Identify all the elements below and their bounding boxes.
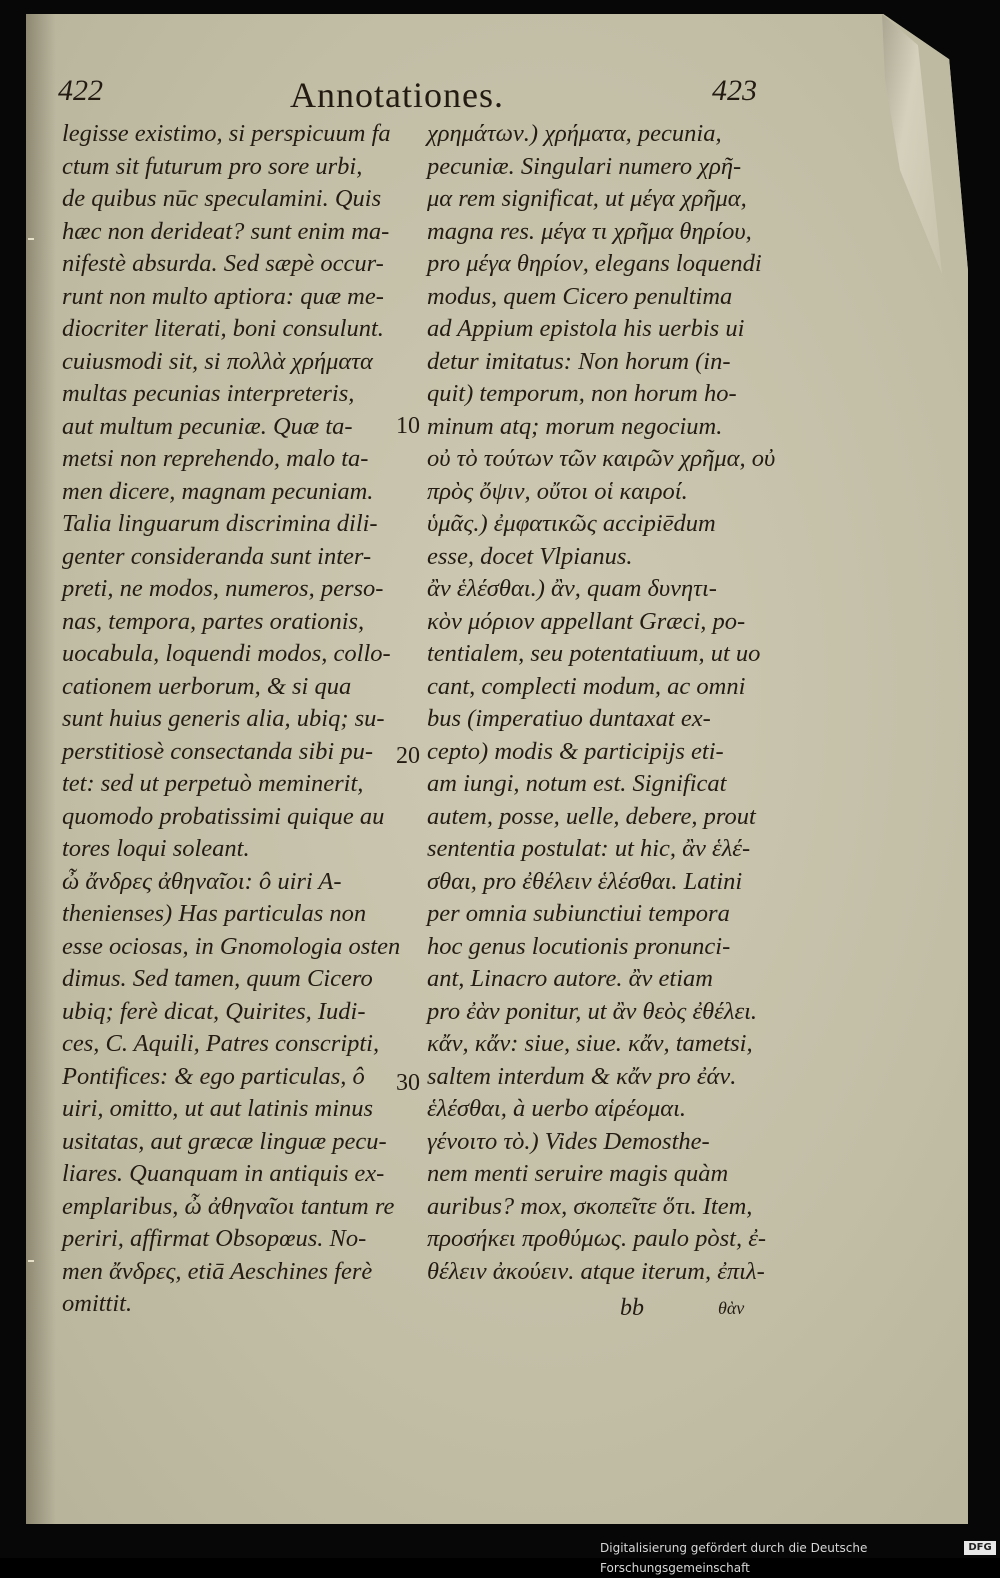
scan-marker xyxy=(28,238,34,240)
dfg-logo: DFG xyxy=(964,1541,996,1555)
text-line: am iungi, notum est. Significat xyxy=(427,770,727,797)
page-number-left: 422 xyxy=(58,74,103,107)
text-line: ὦ ἄνδρες ἀθηναῖοι: ô uiri A- xyxy=(62,867,342,895)
text-line: ubiq; ferè dicat, Quirites, Iudi- xyxy=(62,997,366,1025)
text-line: οὐ τὸ τούτων τῶν καιρῶν χρῆμα, οὐ xyxy=(427,445,776,472)
text-line: προσήκει προθύμως. paulo pòst, ἐ- xyxy=(427,1225,767,1252)
text-line: uiri, omitto, ut aut latinis minus xyxy=(62,1095,374,1122)
text-line: bus (imperatiuo duntaxat ex- xyxy=(427,705,711,732)
text-line: κὸν μόριον appellant Græci, po- xyxy=(427,607,746,635)
left-text-column xyxy=(62,118,407,1321)
text-line: quit) temporum, non horum ho- xyxy=(427,380,737,407)
text-line: dimus. Sed tamen, quum Cicero xyxy=(62,965,373,992)
text-line: ces, C. Aquili, Patres conscripti, xyxy=(62,1030,380,1057)
text-line: aut multum pecuniæ. Quæ ta- xyxy=(62,412,353,440)
text-line: ἑλέσθαι, à uerbo αἱρέομαι. xyxy=(427,1095,687,1122)
text-line: runt non multo aptiora: quæ me- xyxy=(62,282,384,310)
line-number-20: 20 xyxy=(396,743,420,769)
text-line: cepto) modis & participijs eti- xyxy=(427,737,724,765)
text-line: nas, tempora, partes orationis, xyxy=(62,607,365,635)
text-line: hoc genus locutionis pronunci- xyxy=(427,932,731,960)
text-line: perstitiosè consectanda sibi pu- xyxy=(62,737,373,765)
text-line: magna res. μέγα τι χρῆμα θηρίου, xyxy=(427,217,752,245)
text-line: autem, posse, uelle, debere, prout xyxy=(427,802,756,830)
text-line: κἄν, κἄν: siue, siue. κἄν, tametsi, xyxy=(427,1030,753,1057)
text-line: quomodo probatissimi quique au xyxy=(62,802,385,830)
page-gutter-shadow xyxy=(26,14,56,1524)
text-line: emplaribus, ὦ ἀθηναῖοι tantum re xyxy=(62,1192,395,1220)
text-line: esse ociosas, in Gnomologia osten xyxy=(62,932,401,960)
text-line: cant, complecti modum, ac omni xyxy=(427,672,746,700)
text-line: Talia linguarum discrimina dili- xyxy=(62,510,378,537)
text-line: pro μέγα θηρίον, elegans loquendi xyxy=(427,250,762,277)
text-line: cationem uerborum, & si qua xyxy=(62,672,352,700)
text-line: periri, affirmat Obsopœus. No- xyxy=(62,1225,367,1252)
text-line: liares. Quanquam in antiquis ex- xyxy=(62,1160,385,1187)
text-line: men dicere, magnam pecuniam. xyxy=(62,477,374,505)
text-line: thenienses) Has particulas non xyxy=(62,900,367,927)
text-line: preti, ne modos, numeros, perso- xyxy=(62,575,384,602)
text-line: pro ἐὰν ponitur, ut ἂν θεὸς ἐθέλει. xyxy=(427,997,758,1025)
line-number-10: 10 xyxy=(396,413,420,439)
digitization-banner xyxy=(600,1538,1000,1575)
text-line: σθαι, pro ἐθέλειν ἑλέσθαι. Latini xyxy=(427,867,743,895)
text-line: θέλειν ἀκούειν. atque iterum, ἐπιλ- xyxy=(427,1257,765,1285)
scan-marker xyxy=(28,1260,34,1262)
text-line: per omnia subiunctiui tempora xyxy=(427,900,730,927)
text-line: χρημάτων.) χρήματα, pecunia, xyxy=(427,120,722,147)
text-line: nem menti seruire magis quàm xyxy=(427,1160,729,1187)
text-line: hæc non derideat? sunt enim ma- xyxy=(62,217,390,245)
text-line: detur imitatus: Non horum (in- xyxy=(427,347,731,375)
text-line: men ἄνδρες, etiā Aeschines ferè xyxy=(62,1257,373,1285)
text-line: ant, Linacro autore. ἂν etiam xyxy=(427,965,713,992)
banner-text: Digitalisierung gefördert durch die Deutsche Forschungsgemeinschaft xyxy=(600,1541,868,1575)
text-line: metsi non reprehendo, malo ta- xyxy=(62,445,369,472)
text-line: esse, docet Vlpianus. xyxy=(427,542,633,570)
text-line: legisse existimo, si perspicuum fa xyxy=(62,120,391,147)
text-line: ὑμᾶς.) ἐμφατικῶς accipiēdum xyxy=(427,510,716,537)
text-line: ἂν ἑλέσθαι.) ἂν, quam δυνητι- xyxy=(427,575,717,602)
text-line: nifestè absurda. Sed sæpè occur- xyxy=(62,250,384,277)
text-line: saltem interdum & κἄν pro ἐάν. xyxy=(427,1062,737,1090)
text-line: ctum sit futurum pro sore urbi, xyxy=(62,152,363,180)
text-line: multas pecunias interpreteris, xyxy=(62,380,355,407)
text-line: tet: sed ut perpetuò meminerit, xyxy=(62,770,364,797)
text-line: sententia postulat: ut hic, ἂν ἑλέ- xyxy=(427,835,751,862)
text-line: tentialem, seu potentatiuum, ut uo xyxy=(427,640,761,667)
page-number-right: 423 xyxy=(712,74,757,107)
text-line: uocabula, loquendi modos, collo- xyxy=(62,640,391,667)
running-head: Annotationes. xyxy=(290,75,504,115)
text-line: usitatas, aut græcæ linguæ pecu- xyxy=(62,1127,387,1155)
text-line: cuiusmodi sit, si πολλὰ χρήματα xyxy=(62,347,373,375)
text-line: Pontifices: & ego particulas, ô xyxy=(62,1062,365,1090)
right-text-column xyxy=(427,118,776,1288)
text-line: γένοιτο τὸ.) Vides Demosthe- xyxy=(427,1127,710,1155)
line-number-30: 30 xyxy=(396,1070,420,1096)
text-line: πρὸς ὄψιν, οὔτοι οἱ καιροί. xyxy=(427,477,688,505)
text-line: pecuniæ. Singulari numero χρῆ- xyxy=(427,152,742,180)
text-line: sunt huius generis alia, ubiq; su- xyxy=(62,705,385,732)
text-line: omittit. xyxy=(62,1290,133,1317)
catchword: θὰν xyxy=(718,1298,745,1318)
text-line: auribus? mox, σκοπεῖτε ὅτι. Item, xyxy=(427,1192,753,1220)
text-line: ad Appium epistola his uerbis ui xyxy=(427,315,745,342)
text-line: diocriter literati, boni consulunt. xyxy=(62,315,384,342)
text-line: μα rem significat, ut μέγα χρῆμα, xyxy=(427,185,747,212)
text-line: modus, quem Cicero penultima xyxy=(427,282,733,310)
signature-mark: bb xyxy=(620,1295,644,1321)
text-line: minum atq; morum negocium. xyxy=(427,412,723,440)
text-line: genter consideranda sunt inter- xyxy=(62,542,372,570)
text-line: tores loqui soleant. xyxy=(62,835,250,862)
text-line: de quibus nūc speculamini. Quis xyxy=(62,185,382,212)
